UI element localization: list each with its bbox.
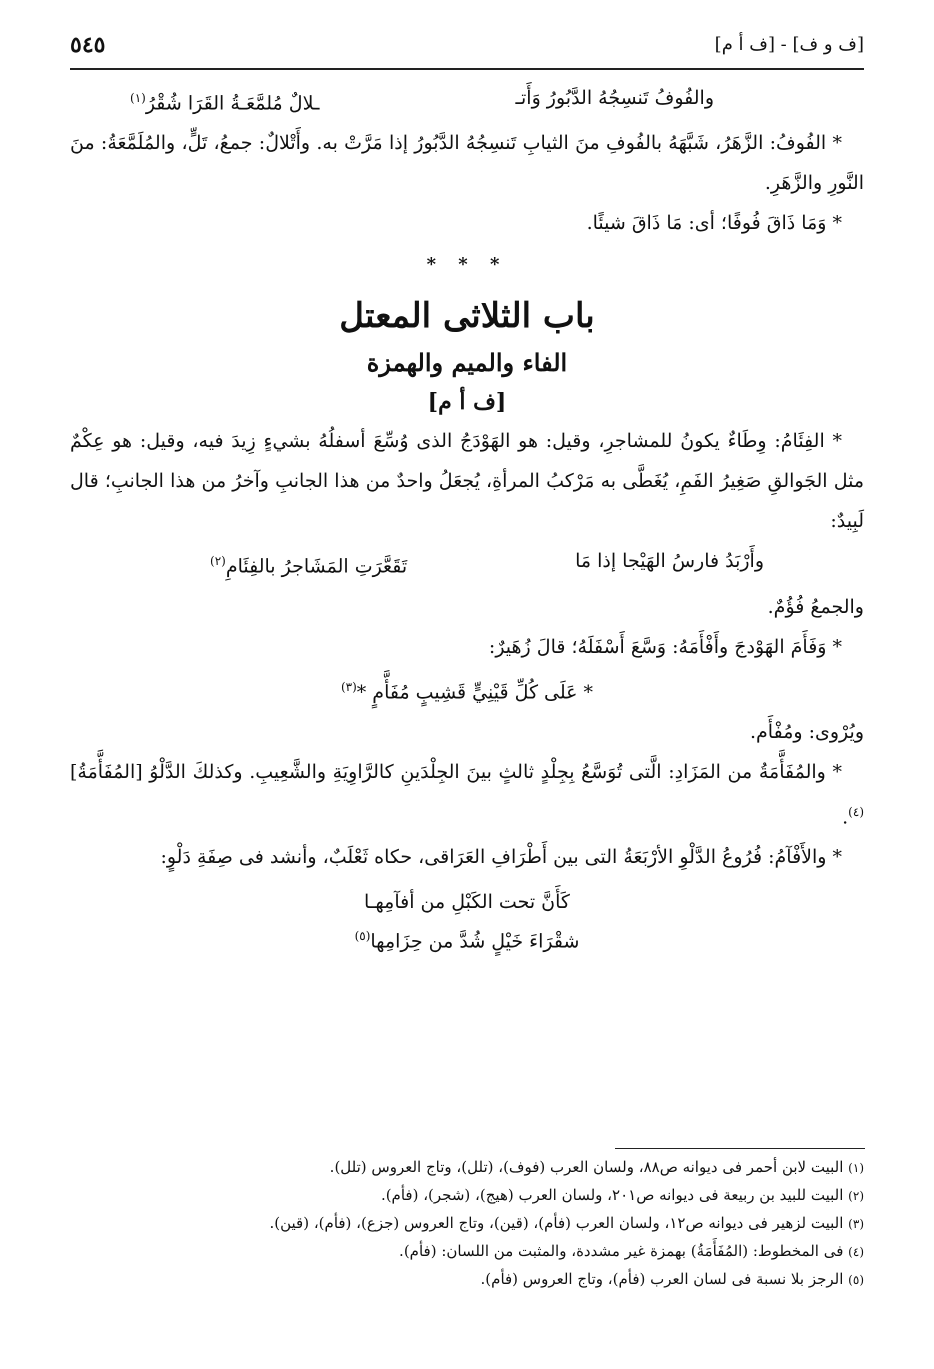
paragraph-ma-dhaqa: * وَمَا ذَاقَ فُوفًا؛ أى: مَا ذَاقَ شيئًا. — [586, 212, 842, 235]
paragraph-afaam: * والأَفْآمُ: فُرُوعُ الدَّلْوِ الأرْبَعَةُ التى بين أَطْرَافِ العَرَاقى، حكاه ثَعْلَبٌ، وأنشد فى صِفَةِ دَلْوٍ: — [160, 846, 842, 869]
footnote-3-text: البيت لزهير فى ديوانه ص١٢، ولسان العرب (فأم)، (قين)، وتاج العروس (جزع)، (فأم)، (قين). — [269, 1214, 844, 1232]
page-number: ٥٤٥ — [70, 32, 106, 58]
running-title: [ف و ف] - [ف أ م] — [714, 34, 864, 55]
footnote-4-number: (٤) — [848, 1245, 864, 1259]
footnote-ref-5[interactable]: (٥) — [354, 929, 371, 944]
footnote-5-text: الرجز بلا نسبة فى لسان العرب (فأم)، وتاج العروس (فأم). — [480, 1270, 844, 1288]
footnote-3-number: (٣) — [848, 1217, 864, 1231]
footnote-ref-3[interactable]: (٣) — [340, 679, 357, 694]
verse-2-left-text: تَقَعَّرَتِ المَشَاجرُ بالفِئَامِ — [225, 555, 408, 578]
paragraph-yurwa: ويُرْوى: ومُفْأَم. — [750, 720, 864, 743]
verse-1-left-hemistich — [130, 78, 319, 123]
spacer — [70, 877, 864, 885]
paragraph-fuf: * الفُوفُ: الزَّهَرُ، شَبَّهَهُ بالفُوفِ منَ الثيابِ تَنسِجُهُ الدَّبُورُ إذا مَرَّتْ به. وأَتْلالٌ: جمعُ، تَلٍّ، والمُلَمَّعَةُ: منَ النَّورِ والزَّهَرِ. — [70, 132, 864, 195]
footnote-ref-2[interactable]: (٢) — [210, 554, 226, 569]
verse-3-text: * عَلَى كُلِّ قَيْنِيٍّ قَشِيبٍ مُفَأَّمٍ * — [356, 680, 594, 703]
footnote-2 — [70, 1182, 864, 1210]
chapter-title: باب الثلاثى المعتل — [339, 296, 595, 337]
verse-4-line-1: كَأَنَّ تحت الكَبْلِ من أفآمِهـا — [364, 891, 570, 914]
footnote-4-text: فى المخطوط: (المُفَأَمَةُ) بهمزة غير مشددة، والمثبت من اللسان: (فأم). — [399, 1242, 844, 1260]
section-title: الفاء والميم والهمزة — [366, 348, 568, 378]
root-heading: [ف أ م] — [427, 389, 507, 416]
verse-1-left-text: ـلالٌ مُلمَّعَـةُ القَرَا شُقْرُ — [145, 92, 320, 115]
paragraph-plural: والجمعُ فُؤُمٌ. — [767, 595, 864, 618]
paragraph-mufaamah-end: . — [842, 806, 849, 829]
footnote-2-text: البيت للبيد بن ربيعة فى ديوانه ص٢٠١، ولسان العرب (هيج)، (شجر)، (فأم). — [380, 1186, 844, 1204]
verse-2-left-hemistich — [210, 541, 407, 586]
paragraph-mufaamah — [70, 752, 864, 837]
footnote-5 — [70, 1266, 864, 1294]
paragraph-faama: * وَفَأَمَ الهَوْدجَ وأَفْأَمَهُ: وَسَّعَ أَسْفَلَهُ؛ قالَ زُهَيرٌ: — [488, 635, 842, 658]
footnote-rule — [615, 1148, 865, 1149]
header-rule — [70, 68, 864, 70]
footnote-1 — [70, 1154, 864, 1182]
footnote-4 — [70, 1238, 864, 1266]
verse-2 — [70, 541, 864, 586]
verse-2-right-hemistich: وأَرْبَدُ فارسُ الهَيْجا إذا مَا — [575, 550, 764, 573]
footnote-ref-1[interactable]: (١) — [130, 91, 146, 105]
verse-1 — [70, 78, 864, 123]
paragraph-mufaamah-text: * والمُفَأَّمَةُ من المَزَادِ: الَّتى تُوَسَّعُ بِجِلْدٍ ثالثٍ بينَ الجِلْدَينِ كالرَّاوِيَةِ والشَّعِيبِ. وكذلكَ الدَّلْوُ [المُفَأَّمَةُ] — [70, 760, 842, 783]
footnote-3 — [70, 1210, 864, 1238]
verse-1-right-hemistich: والفُوفُ تَنسِجُهُ الدَّبُورُ وَأَتـ — [515, 87, 714, 109]
paragraph-fiam: * الفِئَامُ: وِطَاءٌ يكونُ للمشاجرِ، وقيل: هو الهَوْدَجُ الذى وُسِّعَ أسفلُهُ بشيءٍ زِيدَ فيه، وقيل: هو عِكْمٌ مثل الجَوالقِ صَغِيرُ الفَمِ، يُغَطَّى به مَرْكبُ المرأةِ، يُجعَلُ واحدٌ من هذا الجانبِ وآخرُ من هذا الجانبِ؛ قال لَبِيدٌ: — [70, 430, 864, 533]
verse-4-line-2 — [70, 919, 864, 958]
footnote-1-text: البيت لابن أحمر فى ديوانه ص٨٨، ولسان العرب (فوف)، (تلل)، وتاج العروس (تلل). — [329, 1158, 844, 1176]
verse-3 — [70, 667, 864, 712]
verse-4-line-2-text: شقْرَاءَ خَيْلٍ شُدَّ من حِزَامِها — [370, 930, 580, 953]
footnotes — [70, 1154, 864, 1294]
section-separator: * * * — [426, 254, 508, 276]
main-text — [70, 78, 864, 959]
footnote-ref-4[interactable]: (٤) — [848, 804, 864, 819]
footnote-1-number: (١) — [848, 1161, 864, 1175]
footnote-2-number: (٢) — [848, 1189, 864, 1203]
page-header — [70, 32, 864, 68]
footnote-5-number: (٥) — [848, 1273, 864, 1287]
